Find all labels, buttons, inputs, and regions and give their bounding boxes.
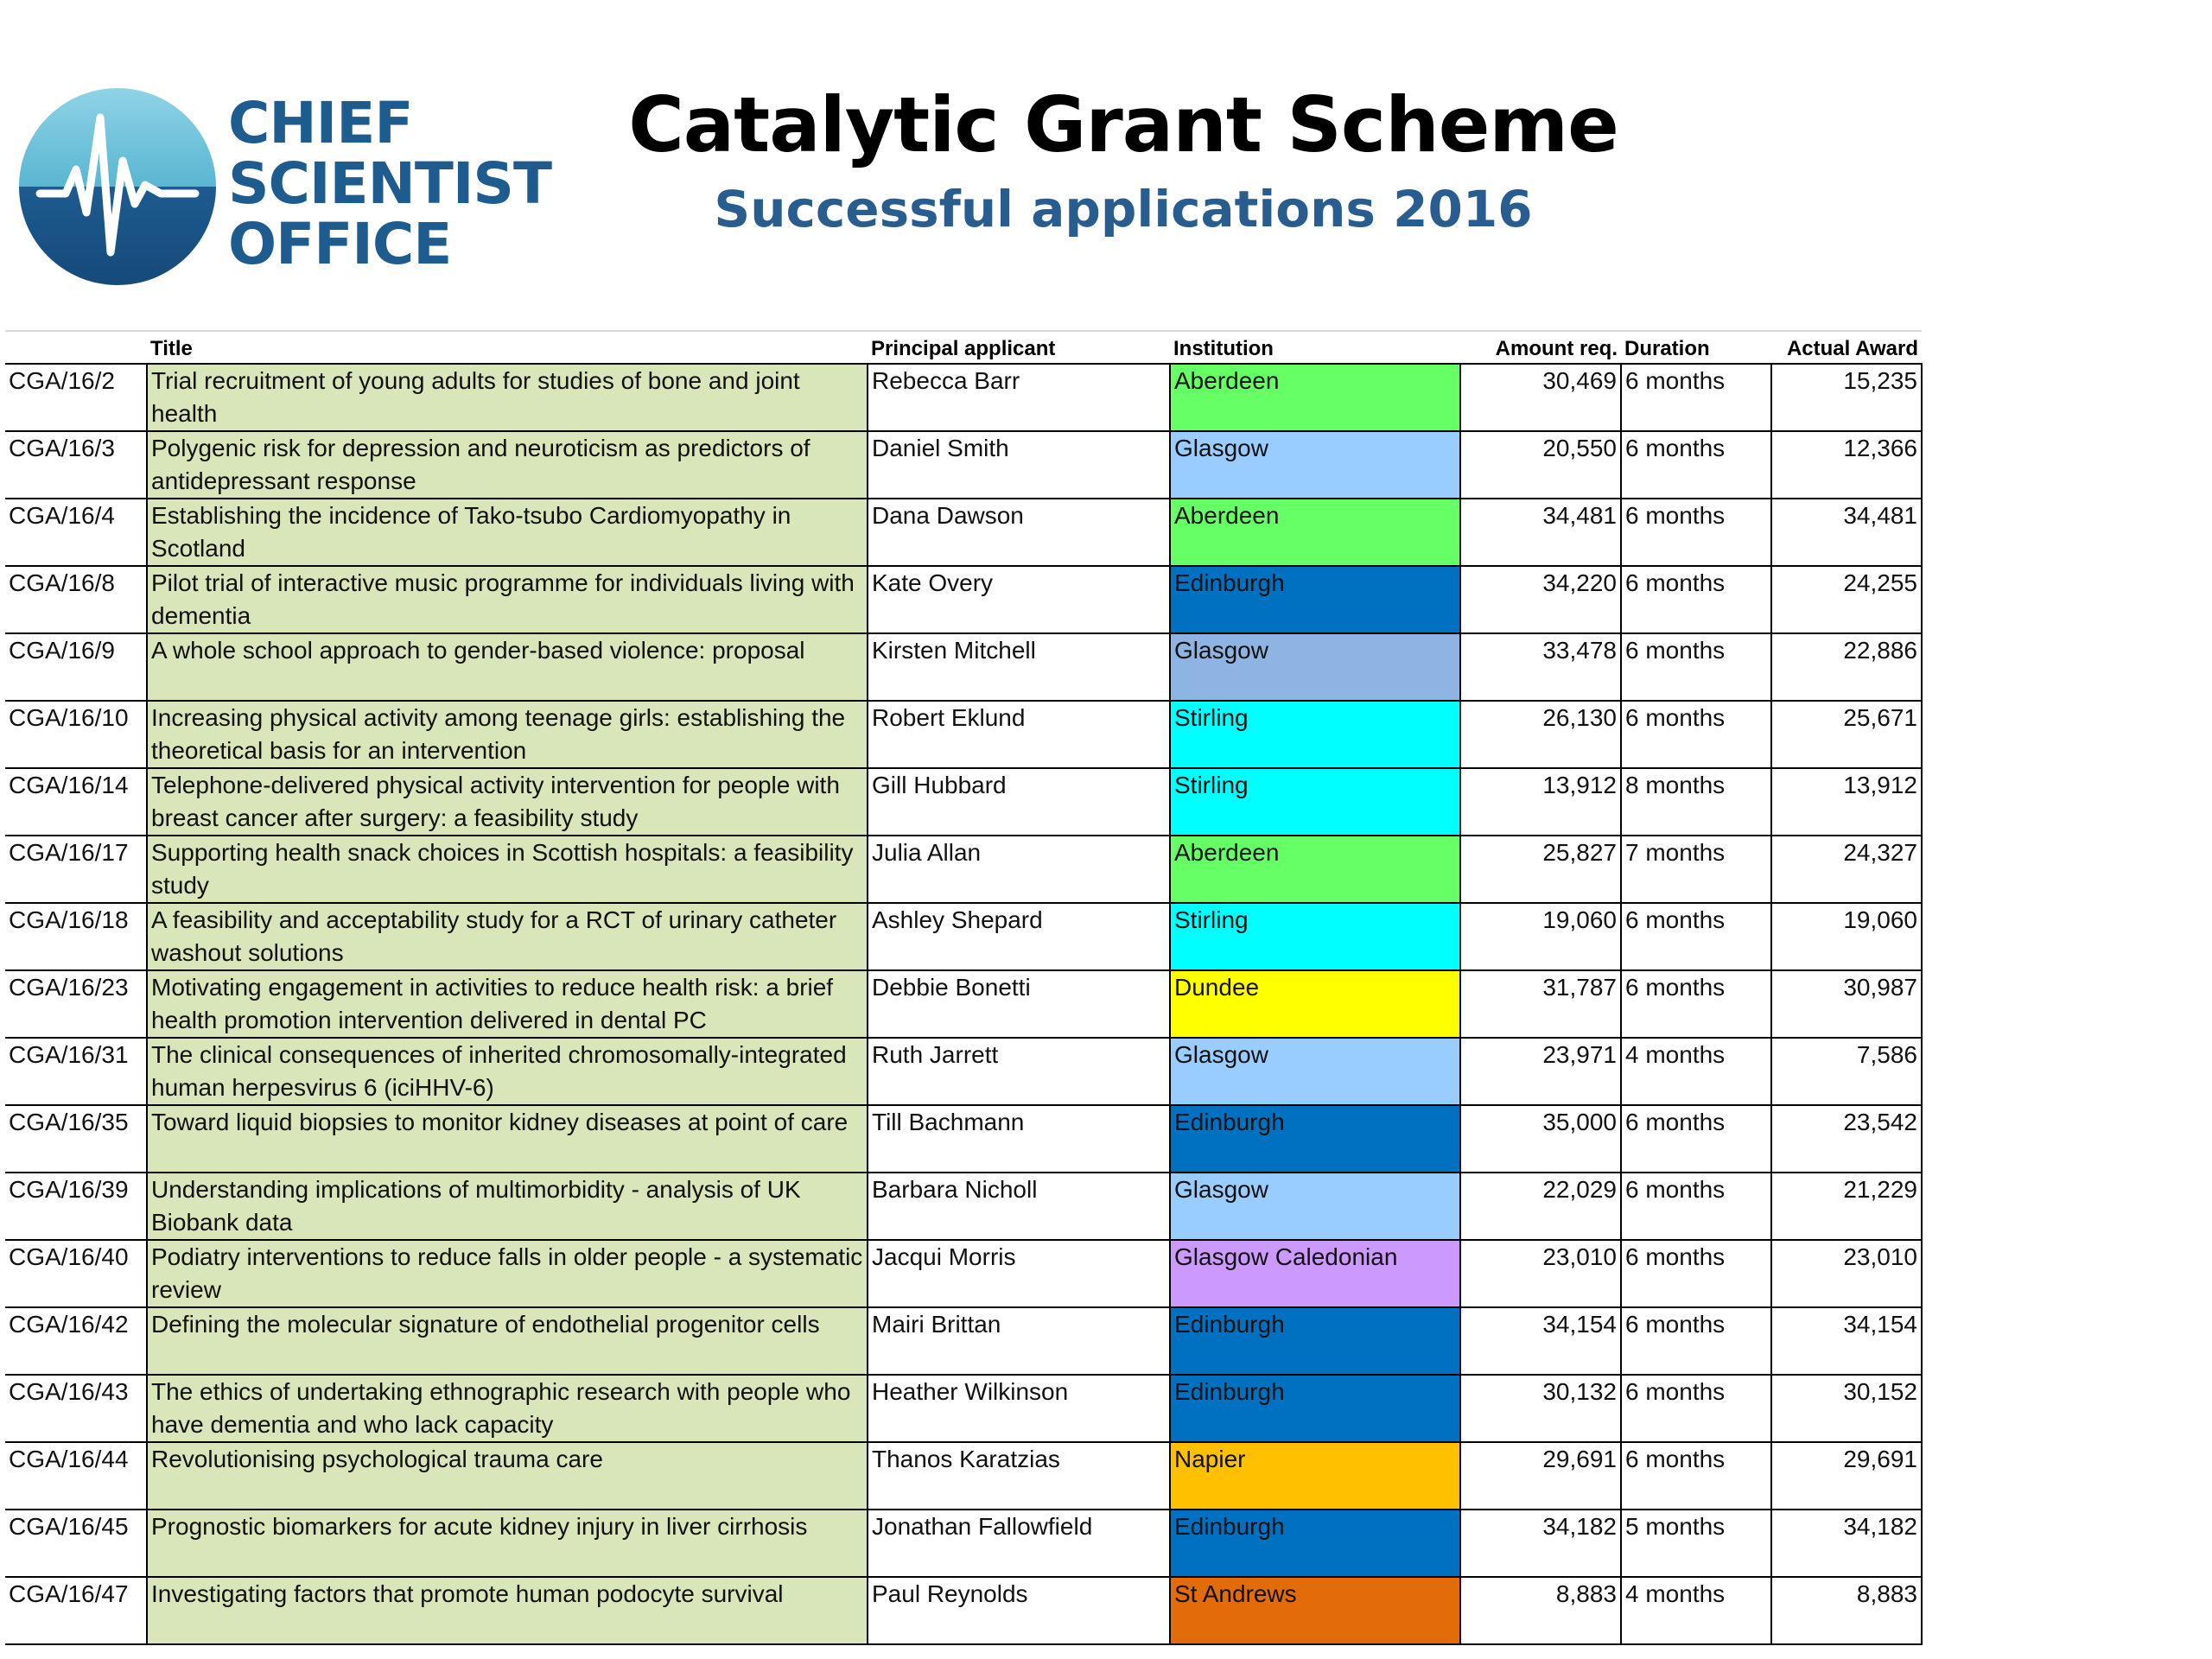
- actual-award-cell: 15,235: [1771, 364, 1922, 431]
- grant-title-cell: Prognostic biomarkers for acute kidney injury in liver cirrhosis: [147, 1510, 868, 1577]
- grant-code-cell: CGA/16/35: [5, 1105, 147, 1173]
- amount-requested-cell: 29,691: [1460, 1442, 1621, 1510]
- amount-requested-cell: 34,481: [1460, 499, 1621, 566]
- table-row: [5, 1375, 1922, 1442]
- duration-cell: 6 months: [1621, 364, 1771, 431]
- grant-code-cell: CGA/16/2: [5, 364, 147, 431]
- table-row: [5, 1442, 1922, 1510]
- grant-code-cell: CGA/16/31: [5, 1038, 147, 1105]
- table-row: [5, 1038, 1922, 1105]
- grant-title-cell: Pilot trial of interactive music programme for individuals living with dementia: [147, 566, 868, 633]
- grant-title-cell: Investigating factors that promote human podocyte survival: [147, 1577, 868, 1644]
- duration-cell: 6 months: [1621, 1240, 1771, 1307]
- duration-cell: 6 months: [1621, 701, 1771, 768]
- amount-requested-cell: 30,469: [1460, 364, 1621, 431]
- page-subtitle: Successful applications 2016: [714, 180, 1533, 238]
- header-amount: Amount req.: [1460, 331, 1621, 364]
- table-row: [5, 836, 1922, 903]
- grant-code-cell: CGA/16/43: [5, 1375, 147, 1442]
- actual-award-cell: 25,671: [1771, 701, 1922, 768]
- principal-applicant-cell: Jonathan Fallowfield: [868, 1510, 1170, 1577]
- actual-award-cell: 30,152: [1771, 1375, 1922, 1442]
- table-row: [5, 1105, 1922, 1173]
- actual-award-cell: 29,691: [1771, 1442, 1922, 1510]
- actual-award-cell: 23,542: [1771, 1105, 1922, 1173]
- principal-applicant-cell: Mairi Brittan: [868, 1307, 1170, 1375]
- institution-cell: Napier: [1170, 1442, 1460, 1510]
- grant-code-cell: CGA/16/39: [5, 1173, 147, 1240]
- header-duration: Duration: [1621, 331, 1771, 364]
- principal-applicant-cell: Thanos Karatzias: [868, 1442, 1170, 1510]
- grant-code-cell: CGA/16/47: [5, 1577, 147, 1644]
- amount-requested-cell: 22,029: [1460, 1173, 1621, 1240]
- grant-code-cell: CGA/16/3: [5, 431, 147, 499]
- institution-cell: Glasgow: [1170, 633, 1460, 701]
- grant-title-cell: Increasing physical activity among teenage girls: establishing the theoretical basis for an intervention: [147, 701, 868, 768]
- grants-table-body: [5, 364, 1922, 1644]
- amount-requested-cell: 34,154: [1460, 1307, 1621, 1375]
- institution-cell: Aberdeen: [1170, 499, 1460, 566]
- grant-code-cell: CGA/16/9: [5, 633, 147, 701]
- grant-code-cell: CGA/16/23: [5, 970, 147, 1038]
- grant-code-cell: CGA/16/10: [5, 701, 147, 768]
- grant-code-cell: CGA/16/44: [5, 1442, 147, 1510]
- duration-cell: 6 months: [1621, 499, 1771, 566]
- actual-award-cell: 21,229: [1771, 1173, 1922, 1240]
- principal-applicant-cell: Ruth Jarrett: [868, 1038, 1170, 1105]
- actual-award-cell: 19,060: [1771, 903, 1922, 970]
- grant-title-cell: Trial recruitment of young adults for studies of bone and joint health: [147, 364, 868, 431]
- amount-requested-cell: 23,971: [1460, 1038, 1621, 1105]
- grant-title-cell: Understanding implications of multimorbidity - analysis of UK Biobank data: [147, 1173, 868, 1240]
- duration-cell: 6 months: [1621, 1173, 1771, 1240]
- duration-cell: 4 months: [1621, 1038, 1771, 1105]
- principal-applicant-cell: Ashley Shepard: [868, 903, 1170, 970]
- institution-cell: Edinburgh: [1170, 1307, 1460, 1375]
- principal-applicant-cell: Barbara Nicholl: [868, 1173, 1170, 1240]
- logo-line-2: SCIENTIST: [228, 150, 551, 217]
- header-applicant: Principal applicant: [868, 331, 1170, 364]
- grant-code-cell: CGA/16/45: [5, 1510, 147, 1577]
- duration-cell: 6 months: [1621, 1307, 1771, 1375]
- duration-cell: 6 months: [1621, 970, 1771, 1038]
- amount-requested-cell: 34,220: [1460, 566, 1621, 633]
- table-row: [5, 1173, 1922, 1240]
- header-title: Title: [147, 331, 868, 364]
- grant-code-cell: CGA/16/40: [5, 1240, 147, 1307]
- table-row: [5, 1307, 1922, 1375]
- logo-line-1: CHIEF: [228, 90, 413, 156]
- grant-code-cell: CGA/16/42: [5, 1307, 147, 1375]
- actual-award-cell: 7,586: [1771, 1038, 1922, 1105]
- amount-requested-cell: 25,827: [1460, 836, 1621, 903]
- header-institution: Institution: [1170, 331, 1460, 364]
- table-header-row: [5, 331, 1922, 364]
- grant-title-cell: Toward liquid biopsies to monitor kidney diseases at point of care: [147, 1105, 868, 1173]
- principal-applicant-cell: Gill Hubbard: [868, 768, 1170, 836]
- grant-title-cell: Polygenic risk for depression and neuroticism as predictors of antidepressant response: [147, 431, 868, 499]
- table-row: [5, 970, 1922, 1038]
- actual-award-cell: 34,481: [1771, 499, 1922, 566]
- table-row: [5, 499, 1922, 566]
- grant-title-cell: A whole school approach to gender-based violence: proposal: [147, 633, 868, 701]
- institution-cell: Edinburgh: [1170, 566, 1460, 633]
- table-row: [5, 701, 1922, 768]
- table-row: [5, 566, 1922, 633]
- grant-title-cell: Defining the molecular signature of endothelial progenitor cells: [147, 1307, 868, 1375]
- principal-applicant-cell: Paul Reynolds: [868, 1577, 1170, 1644]
- actual-award-cell: 24,255: [1771, 566, 1922, 633]
- institution-cell: Edinburgh: [1170, 1105, 1460, 1173]
- duration-cell: 7 months: [1621, 836, 1771, 903]
- principal-applicant-cell: Heather Wilkinson: [868, 1375, 1170, 1442]
- amount-requested-cell: 33,478: [1460, 633, 1621, 701]
- logo-wordmark: [228, 90, 551, 277]
- principal-applicant-cell: Robert Eklund: [868, 701, 1170, 768]
- heartbeat-globe-icon: [14, 83, 221, 290]
- duration-cell: 6 months: [1621, 903, 1771, 970]
- institution-cell: Glasgow Caledonian: [1170, 1240, 1460, 1307]
- principal-applicant-cell: Rebecca Barr: [868, 364, 1170, 431]
- grant-title-cell: The ethics of undertaking ethnographic research with people who have dementia and who lack capacity: [147, 1375, 868, 1442]
- grant-title-cell: Podiatry interventions to reduce falls in older people - a systematic review: [147, 1240, 868, 1307]
- amount-requested-cell: 30,132: [1460, 1375, 1621, 1442]
- amount-requested-cell: 31,787: [1460, 970, 1621, 1038]
- header-code: [5, 331, 147, 364]
- amount-requested-cell: 13,912: [1460, 768, 1621, 836]
- actual-award-cell: 24,327: [1771, 836, 1922, 903]
- duration-cell: 6 months: [1621, 431, 1771, 499]
- grant-code-cell: CGA/16/4: [5, 499, 147, 566]
- institution-cell: Edinburgh: [1170, 1375, 1460, 1442]
- amount-requested-cell: 20,550: [1460, 431, 1621, 499]
- institution-cell: Dundee: [1170, 970, 1460, 1038]
- table-row: [5, 364, 1922, 431]
- page-title: Catalytic Grant Scheme: [628, 80, 1618, 169]
- table-row: [5, 1240, 1922, 1307]
- grants-table: [5, 330, 1923, 1645]
- duration-cell: 8 months: [1621, 768, 1771, 836]
- table-row: [5, 768, 1922, 836]
- actual-award-cell: 22,886: [1771, 633, 1922, 701]
- amount-requested-cell: 34,182: [1460, 1510, 1621, 1577]
- grant-title-cell: The clinical consequences of inherited chromosomally-integrated human herpesvirus 6 (iciHHV-6): [147, 1038, 868, 1105]
- grant-title-cell: A feasibility and acceptability study for a RCT of urinary catheter washout solutions: [147, 903, 868, 970]
- principal-applicant-cell: Daniel Smith: [868, 431, 1170, 499]
- duration-cell: 4 months: [1621, 1577, 1771, 1644]
- duration-cell: 6 months: [1621, 566, 1771, 633]
- duration-cell: 6 months: [1621, 1375, 1771, 1442]
- institution-cell: Stirling: [1170, 768, 1460, 836]
- table-row: [5, 633, 1922, 701]
- table-row: [5, 431, 1922, 499]
- duration-cell: 6 months: [1621, 1442, 1771, 1510]
- actual-award-cell: 8,883: [1771, 1577, 1922, 1644]
- duration-cell: 6 months: [1621, 1105, 1771, 1173]
- table-row: [5, 1577, 1922, 1644]
- chief-scientist-office-logo: [14, 83, 550, 290]
- principal-applicant-cell: Julia Allan: [868, 836, 1170, 903]
- grant-title-cell: Supporting health snack choices in Scottish hospitals: a feasibility study: [147, 836, 868, 903]
- grant-title-cell: Telephone-delivered physical activity intervention for people with breast cancer after surgery: a feasibility study: [147, 768, 868, 836]
- duration-cell: 5 months: [1621, 1510, 1771, 1577]
- actual-award-cell: 12,366: [1771, 431, 1922, 499]
- grant-title-cell: Revolutionising psychological trauma care: [147, 1442, 868, 1510]
- principal-applicant-cell: Debbie Bonetti: [868, 970, 1170, 1038]
- actual-award-cell: 34,154: [1771, 1307, 1922, 1375]
- table-row: [5, 903, 1922, 970]
- institution-cell: Edinburgh: [1170, 1510, 1460, 1577]
- principal-applicant-cell: Till Bachmann: [868, 1105, 1170, 1173]
- amount-requested-cell: 23,010: [1460, 1240, 1621, 1307]
- principal-applicant-cell: Jacqui Morris: [868, 1240, 1170, 1307]
- amount-requested-cell: 26,130: [1460, 701, 1621, 768]
- actual-award-cell: 13,912: [1771, 768, 1922, 836]
- institution-cell: Aberdeen: [1170, 836, 1460, 903]
- grant-code-cell: CGA/16/8: [5, 566, 147, 633]
- principal-applicant-cell: Dana Dawson: [868, 499, 1170, 566]
- principal-applicant-cell: Kirsten Mitchell: [868, 633, 1170, 701]
- grant-title-cell: Motivating engagement in activities to reduce health risk: a brief health promotion intervention delivered in dental PC: [147, 970, 868, 1038]
- institution-cell: Glasgow: [1170, 431, 1460, 499]
- table-row: [5, 1510, 1922, 1577]
- actual-award-cell: 30,987: [1771, 970, 1922, 1038]
- institution-cell: Stirling: [1170, 701, 1460, 768]
- institution-cell: Glasgow: [1170, 1038, 1460, 1105]
- institution-cell: St Andrews: [1170, 1577, 1460, 1644]
- amount-requested-cell: 8,883: [1460, 1577, 1621, 1644]
- grant-code-cell: CGA/16/17: [5, 836, 147, 903]
- duration-cell: 6 months: [1621, 633, 1771, 701]
- amount-requested-cell: 19,060: [1460, 903, 1621, 970]
- logo-line-3: OFFICE: [228, 211, 452, 277]
- header-award: Actual Award: [1771, 331, 1922, 364]
- grant-code-cell: CGA/16/14: [5, 768, 147, 836]
- actual-award-cell: 23,010: [1771, 1240, 1922, 1307]
- page-header: [622, 78, 1624, 244]
- actual-award-cell: 34,182: [1771, 1510, 1922, 1577]
- grant-title-cell: Establishing the incidence of Tako-tsubo Cardiomyopathy in Scotland: [147, 499, 868, 566]
- institution-cell: Aberdeen: [1170, 364, 1460, 431]
- institution-cell: Stirling: [1170, 903, 1460, 970]
- amount-requested-cell: 35,000: [1460, 1105, 1621, 1173]
- principal-applicant-cell: Kate Overy: [868, 566, 1170, 633]
- institution-cell: Glasgow: [1170, 1173, 1460, 1240]
- grant-code-cell: CGA/16/18: [5, 903, 147, 970]
